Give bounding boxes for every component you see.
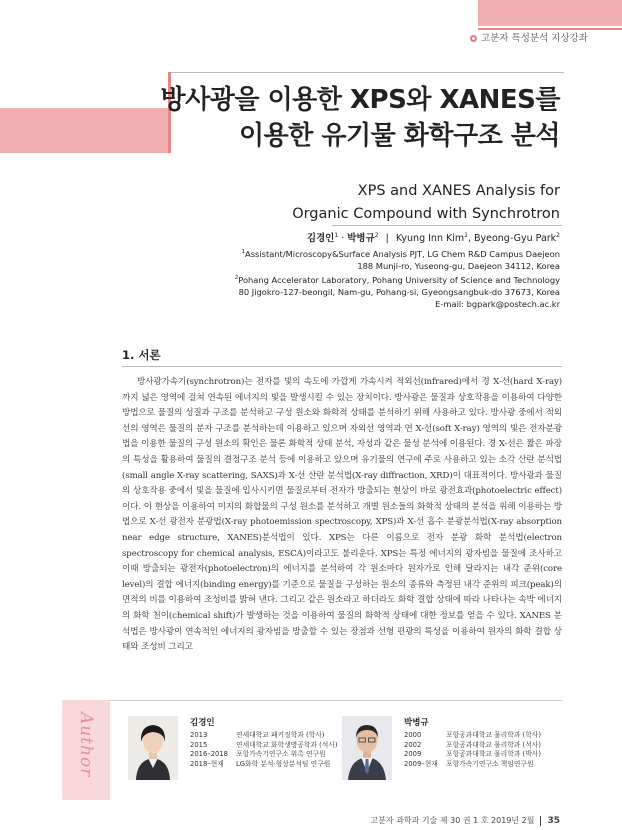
title-accent-band (0, 108, 168, 153)
author-cv (404, 731, 541, 769)
cv-row: 2013 연세대학교 패키징학과 (학사) (190, 731, 325, 739)
cv-row: 2009–현재 포항가속기연구소 책임연구원 (404, 759, 534, 768)
title-line-2: 이용한 유기물 화학구조 분석 (238, 121, 560, 151)
section-rule (122, 366, 562, 367)
email-line: E-mail: bgpark@postech.ac.kr (435, 298, 560, 309)
cv-row: 2016–2018 포항가속기연구소 위촉 연구원 (190, 750, 326, 759)
article-title (161, 82, 560, 154)
body-paragraph: 방사광가속기(synchrotron)는 전자를 빛의 속도에 가깝게 가속시켜 적외선(infrared)에서 경 X-선(hard X-ray)까지 넓은 영역에 걸쳐 연속된 에너지의 빛을 발생시킬 수 있는 장치이다. 방사광은 물질과 상호작용을 이용하여 다양한 방법으로 물질의 성질과 구조를 분석하고 구성 원소와 화학적 상태를 분석하기 위해 사용하고 있다. 방사광 중에서 적외선의 영역은 물질의 분자 구조를 분석하는데 이용하고 있으며 자외선 영역과 연 X-선(soft X-ray) 영역의 빛은 전자분광법을 이용한 물질의 구성 원소의 확인은 물론 화학적 상태 분석, 자성과 같은 물성 분석에 이용된다. 경 X-선은 짧은 파장의 특성을 활용하여 물질의 결정구조 분석 등에 이용하고 있으며 유기물의 연구에 주로 사용하고 있는 소각 산란 분석법(small angle X-ray scattering, SAXS)과 X-선 산란 분석법(X-ray diffraction, XRD)이 대표적이다. 방사광과 물질의 상호작용 중에서 빛을 물질에 입사시키면 물질로부터 전자가 방출되는 현상이 바로 광전효과(photoelectric effect)이다. 이 현상을 이용하여 미지의 화합물의 구성 원소를 분석하고 개별 원소들의 화학적 상태의 분석을 위해 이용하는 방법으로 X-선 광전자 분광법(X-ray photoemission spectroscopy, XPS)과 X-선 흡수 분광분석법(X-ray absorption near edge structure, XANES)분석법이 있다. XPS는 다른 이름으로 전자 분광 화학 분석법(electron spectroscopy for chemical analysis, ESCA)이라고도 불리운다. XPS는 특정 에너지의 광자빔을 물질에 조사하고 이때 방출되는 광전자(photoelectron)의 에너지를 분석하여 각 원소마다 원자가로 인해 달라지는 내각 준위(core level)의 결합 에너지(binding energy)를 기준으로 물질을 구성하는 원소의 종류와 측정된 내각 준위의 피크(peak)의 면적의 비를 이용하여 조성비를 밝혀 낸다. 그리고 같은 원소라고 하더라도 화학 결합 상태에 따라 나타나는 속박 에너지의 화학 천이(chemical shift)가 발생하는 것을 이용하여 물질의 화학적 상태에 대한 정보를 얻을 수 있다. XANES 분석법은 방사광이 연속적인 에너지의 광자빔을 방출할 수 있는 장점과 선형 편광의 특성을 이용하여 원자의 화학 결합 상태와 조성비 그리고 (122, 377, 562, 653)
header-accent-bar (478, 0, 622, 26)
author-cv (190, 731, 338, 769)
cv-row: 2009 포항공과대학교 물리학과 (박사) (404, 750, 541, 759)
affiliation-line: $^2$Pohang Accelerator Laboratory, Pohang University of Science and Technology (234, 274, 560, 285)
cv-row: 2015 연세대학교 화학생명공학과 (석사) (190, 740, 338, 749)
author-name: 박병규 (404, 718, 429, 728)
affiliation-line: $^1$Assistant/Microscopy&Surface Analysis PJT, LG Chem R&D Campus Daejeon (241, 248, 560, 259)
affiliation-line: 188 Munji-ro, Yuseong-gu, Daejeon 34112, Korea (357, 260, 560, 271)
author-box-rule (62, 700, 562, 701)
cv-row: 2018–현재 LG화학 분석·형상분석팀 연구원 (190, 759, 331, 768)
cv-row: 2000 포항공과대학교 물리학과 (학사) (404, 731, 541, 739)
section-heading: 1. 서론 (122, 348, 161, 362)
english-title (292, 180, 560, 226)
journal-info: 고분자 과학과 기술 제 30 권 1 호 2019년 2월 (370, 816, 535, 825)
author-photo-park (342, 716, 392, 780)
title-rule (168, 72, 564, 73)
author-label: Author (76, 712, 96, 778)
page-footer (370, 815, 560, 826)
author-photo-kim (128, 716, 178, 780)
english-title-rule (332, 225, 562, 226)
en-title-line-2: Organic Compound with Synchrotron (292, 206, 560, 222)
affiliation-line: 80 Jigokro-127-beongil, Nam-gu, Pohang-si, Gyeongsangbuk-do 37673, Korea (238, 286, 560, 297)
series-label: 고분자 특성분석 지상강좌 (470, 30, 620, 44)
affiliations (235, 246, 560, 310)
author-line: 김경인$^1$ · 박병규$^2$ | Kyung Inn Kim$^1$, Byeong-Gyu Park$^2$ (306, 231, 560, 244)
author-name: 김경인 (190, 718, 215, 728)
en-title-line-1: XPS and XANES Analysis for (357, 183, 560, 199)
author-side-panel (62, 700, 110, 800)
circle-bullet-icon (470, 35, 477, 42)
cv-row: 2002 포항공과대학교 물리학과 (석사) (404, 740, 541, 749)
title-line-1: 방사광을 이용한 XPS와 XANES를 (160, 85, 560, 115)
page-number: 35 (540, 816, 560, 826)
